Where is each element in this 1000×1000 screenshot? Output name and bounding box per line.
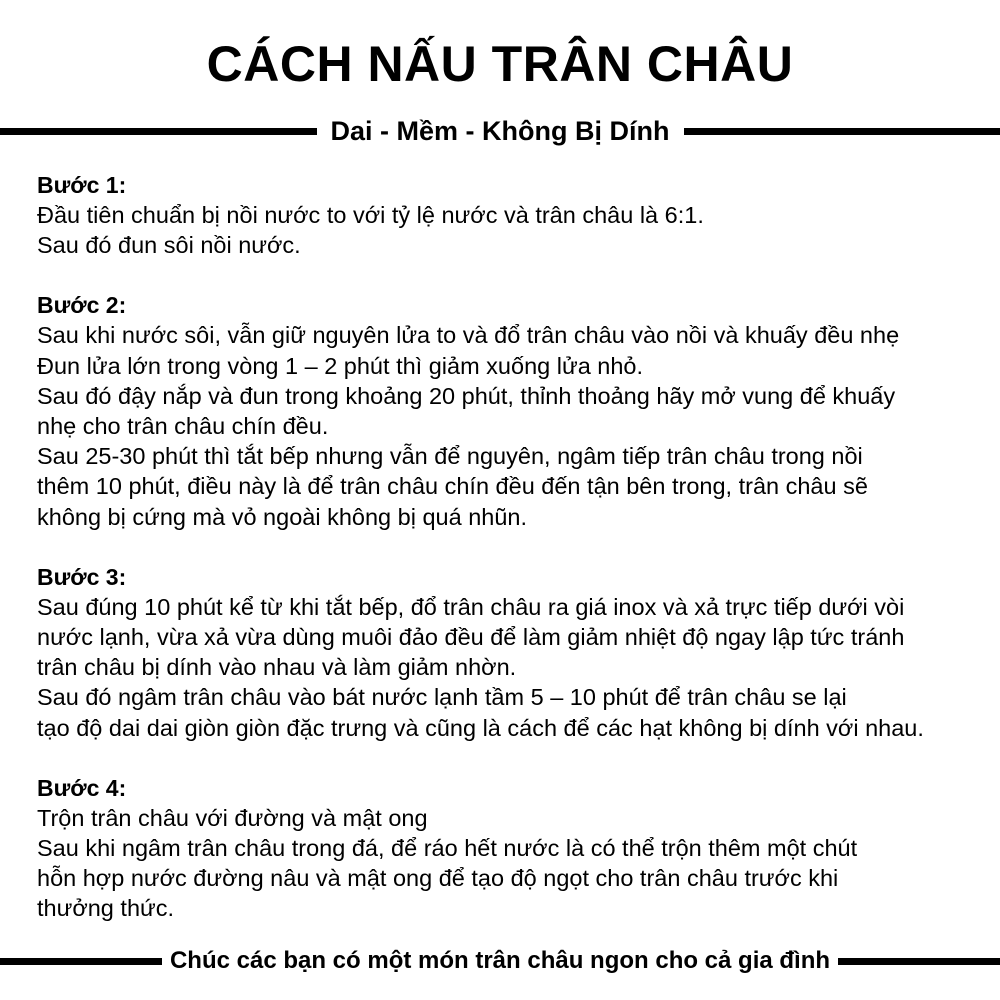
step-block (37, 773, 987, 924)
step-text-line: thưởng thức. (37, 895, 175, 922)
footer-text: Chúc các bạn có một món trân châu ngon cho cả gia đình (169, 947, 831, 974)
step-text-line: Sau khi ngâm trân châu trong đá, để ráo hết nước là có thể trộn thêm một chút (37, 835, 858, 862)
step-text-line: Sau 25-30 phút thì tắt bếp nhưng vẫn để nguyên, ngâm tiếp trân châu trong nồi (37, 443, 863, 470)
step-text-line: Sau đúng 10 phút kể từ khi tắt bếp, đổ trân châu ra giá inox và xả trực tiếp dưới vòi (37, 593, 905, 620)
page-title: CÁCH NẤU TRÂN CHÂU (206, 36, 794, 92)
step-text-line: nước lạnh, vừa xả vừa dùng muôi đảo đều để làm giảm nhiệt độ ngay lập tức tránh (37, 624, 905, 651)
step-text-line: thêm 10 phút, điều này là để trân châu chín đều đến tận bên trong, trân châu sẽ (37, 473, 868, 500)
step-text-line: nhẹ cho trân châu chín đều. (37, 413, 329, 440)
step-heading: Bước 2: (37, 292, 127, 319)
footer-row (0, 944, 1000, 978)
step-text-line: tạo độ dai dai giòn giòn đặc trưng và cũng là cách để các hạt không bị dính với nhau. (37, 714, 924, 741)
step-heading: Bước 4: (37, 774, 127, 801)
step-text-line: Sau đó ngâm trân châu vào bát nước lạnh tầm 5 – 10 phút để trân châu se lại (37, 684, 847, 711)
footer-left-divider (0, 958, 162, 965)
step-block (37, 562, 987, 743)
step-heading: Bước 1: (37, 172, 127, 198)
step-text-line: Sau đó đun sôi nồi nước. (37, 232, 301, 259)
step-block (37, 290, 987, 531)
step-text-line: Đầu tiên chuẩn bị nồi nước to với tỷ lệ nước và trân châu là 6:1. (37, 202, 704, 228)
step-text-line: Sau khi nước sôi, vẫn giữ nguyên lửa to và đổ trân châu vào nồi và khuấy đều nhẹ (37, 322, 900, 349)
step-heading: Bước 3: (37, 563, 127, 590)
step-text-line: Sau đó đậy nắp và đun trong khoảng 20 phút, thỉnh thoảng hãy mở vung để khuấy (37, 382, 896, 409)
step-block (37, 170, 987, 260)
subtitle-row (0, 114, 1000, 148)
step-text-line: trân châu bị dính vào nhau và làm giảm nhờn. (37, 654, 517, 681)
step-text-line: không bị cứng mà vỏ ngoài không bị quá nhũn. (37, 503, 528, 530)
step-text-line: Đun lửa lớn trong vòng 1 – 2 phút thì giảm xuống lửa nhỏ. (37, 352, 644, 379)
left-divider (0, 128, 317, 135)
footer-right-divider (838, 958, 1000, 965)
steps-container (37, 170, 987, 954)
right-divider (684, 128, 1000, 135)
subtitle: Dai - Mềm - Không Bị Dính (330, 115, 670, 146)
step-text-line: hỗn hợp nước đường nâu và mật ong để tạo độ ngọt cho trân châu trước khi (37, 865, 839, 892)
step-text-line: Trộn trân châu với đường và mật ong (37, 804, 428, 831)
